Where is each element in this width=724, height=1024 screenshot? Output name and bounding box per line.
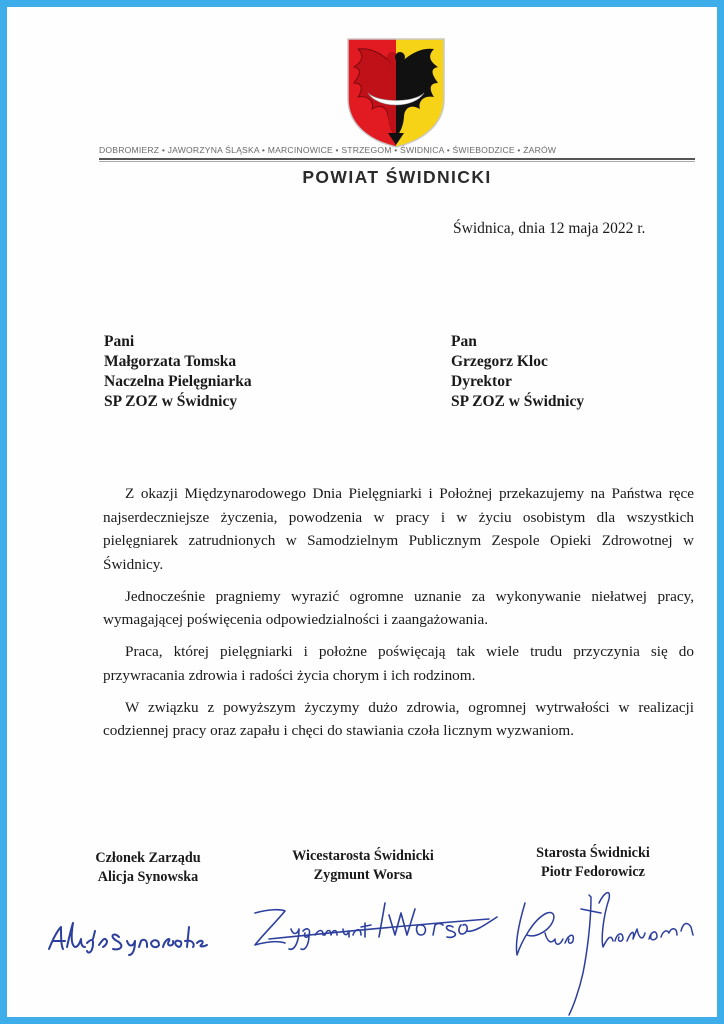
signatory-name: Piotr Fedorowicz	[541, 864, 645, 880]
handwritten-signature	[47, 917, 217, 957]
recipient-title: Pan	[451, 333, 477, 350]
signatory-role: Wicestarosta Świdnicki	[292, 848, 434, 864]
signatory-block	[38, 849, 258, 887]
recipient-institution: SP ZOZ w Świdnicy	[104, 393, 238, 410]
body-paragraph: Praca, której pielęgniarki i położne poświęcają tak wiele trudu przyczynia się do przywracania zdrowia i radości życia chorym i ich rodzinom.	[103, 643, 694, 684]
body-paragraph: W związku z powyższym życzymy dużo zdrowia, ogromnej wytrwałości w realizacji codziennej pracy oraz zapału i chęci do stawiania czoła licznym wyzwaniom.	[103, 698, 694, 739]
signatory-name: Alicja Synowska	[97, 869, 199, 885]
header-rule-thin	[99, 161, 695, 162]
date-line: Świdnica, dnia 12 maja 2022 r.	[453, 220, 646, 237]
handwritten-signature	[249, 895, 509, 955]
handwritten-signature	[507, 883, 702, 1017]
body-paragraph: Z okazji Międzynarodowego Dnia Pielęgniarki i Położnej przekazujemy na Państwa ręce najserdeczniejsze życzenia, powodzenia w pracy i w życiu osobistym dla wszystkich pielęgniarek zatrudnionych w Samodzielnym Publicznym Zespole Opieki Zdrowotnej w Świdnicy.	[103, 485, 694, 573]
signatory-block	[483, 844, 703, 882]
recipient-position: Dyrektor	[451, 373, 512, 390]
member-towns: DOBROMIERZ • JAWORZYNA ŚLĄSKA • MARCINOWICE • STRZEGOM • ŚWIDNICA • ŚWIEBODZICE • ŻARÓW	[99, 145, 557, 155]
signatory-name: Zygmunt Worsa	[313, 867, 413, 883]
recipient-name: Grzegorz Kloc	[451, 353, 548, 370]
signatory-role: Członek Zarządu	[95, 850, 201, 866]
recipient-right	[451, 332, 584, 412]
letter-body	[103, 482, 694, 751]
coat-of-arms-eagle-icon	[344, 37, 448, 149]
body-paragraph: Jednocześnie pragniemy wyrazić ogromne uznanie za wykonywanie niełatwej pracy, wymagającej poświęcenia odpowiedzialności i zaangażowania.	[103, 587, 694, 628]
signatory-block	[253, 847, 473, 885]
recipient-position: Naczelna Pielęgniarka	[104, 373, 252, 390]
recipient-left	[104, 332, 252, 412]
recipient-name: Małgorzata Tomska	[104, 353, 237, 370]
recipient-institution: SP ZOZ w Świdnicy	[451, 393, 585, 410]
signatory-role: Starosta Świdnicki	[536, 845, 650, 861]
recipient-title: Pani	[104, 333, 135, 350]
organization-name: POWIAT ŚWIDNICKI	[302, 167, 492, 187]
header-rule	[99, 158, 695, 160]
letter-page	[7, 7, 717, 1017]
